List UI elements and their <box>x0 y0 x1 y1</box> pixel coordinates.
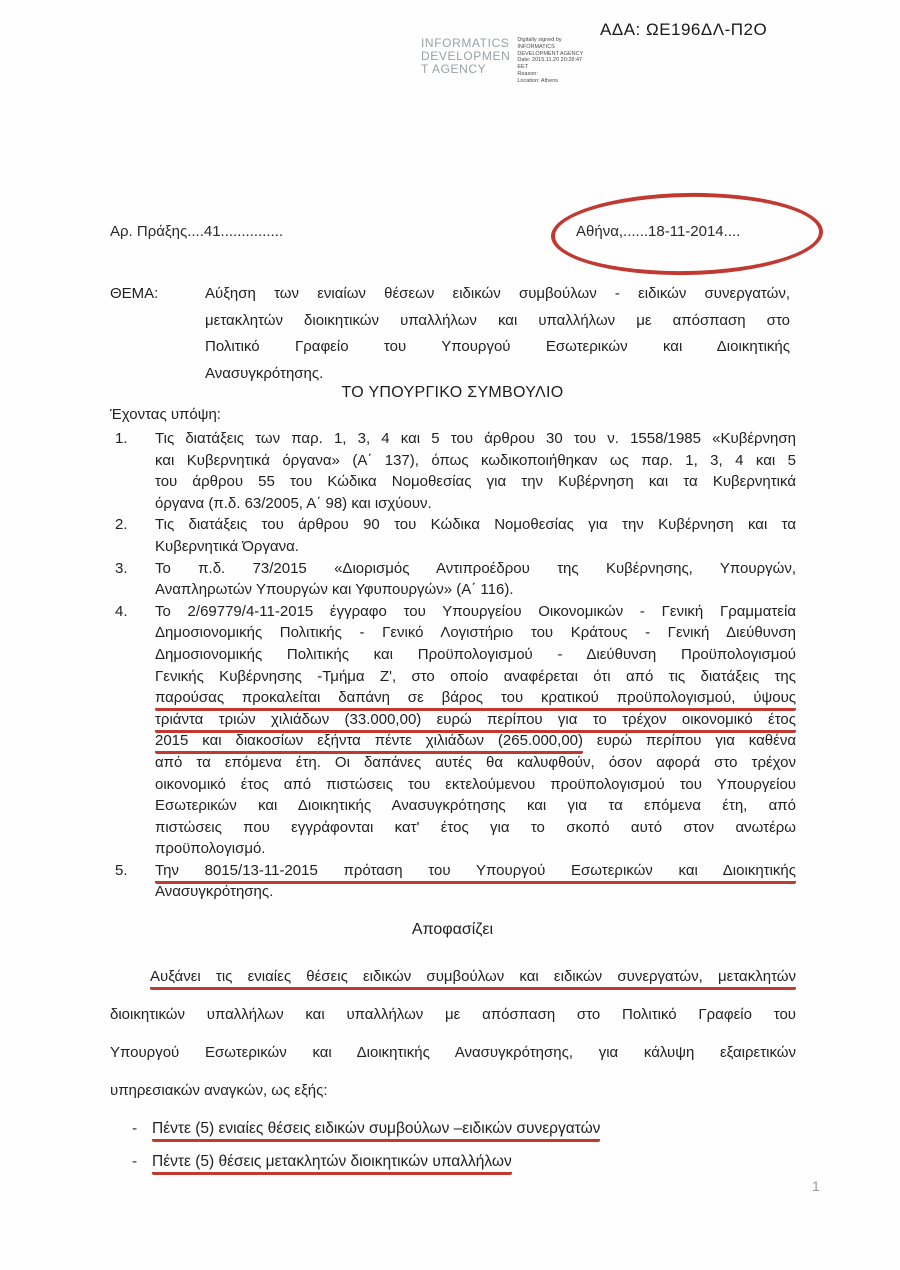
positions-list <box>110 1118 796 1184</box>
item-number: 5. <box>115 861 128 879</box>
text-segment: προϋπολογισμό. <box>155 840 266 858</box>
text-line <box>155 774 796 796</box>
text-segment: και Κυβερνητικά όργανα» (Α΄ 137), όπως κωδικοποιήθηκαν ως παρ. 1, 3, 4 και 5 <box>155 451 796 469</box>
text-segment: πιστώσεις που εγγράφονται κατ' έτος για το σκοπό αυτό στον ανωτέρω <box>155 818 796 836</box>
item-text <box>155 428 796 514</box>
text-line <box>155 622 796 644</box>
page-number: 1 <box>812 1178 820 1194</box>
text-line <box>205 308 790 335</box>
stamp-signature-line: DEVELOPMENT AGENCY <box>517 50 584 57</box>
text-segment: Τις διατάξεις των παρ. 1, 3, 4 και 5 του άρθρου 30 του ν. 1558/1985 «Κυβέρνηση <box>155 430 796 447</box>
stamp-signature-details <box>517 37 583 85</box>
text-line <box>155 536 796 558</box>
text-segment: Το π.δ. 73/2015 «Διορισμός Αντιπροέδρου της Κυβέρνησης, Υπουργών, <box>155 559 796 577</box>
text-segment: του άρθρου 55 του Κώδικα Νομοθεσίας για την Κυβέρνηση και τα Κυβερνητικά <box>155 473 796 491</box>
text-segment: διοικητικών υπαλλήλων και υπαλλήλων με απόσπαση στο Πολιτικό Γραφείο του <box>110 1006 796 1023</box>
text-line <box>155 838 796 860</box>
subject-text <box>205 281 790 387</box>
subject-section <box>110 281 792 387</box>
council-title: ΤΟ ΥΠΟΥΡΓΙΚΟ ΣΥΜΒΟΥΛΙΟ <box>341 384 564 401</box>
text-segment: μετακλητών διοικητικών υπαλλήλων και υπαλλήλων με απόσπαση στο <box>205 311 790 329</box>
red-underlined-text: Πέντε (5) ενιαίες θέσεις ειδικών συμβούλων –ειδικών συνεργατών <box>152 1120 600 1142</box>
text-line <box>110 996 796 1034</box>
text-segment: υπηρεσιακών αναγκών, ως εξής: <box>110 1082 328 1099</box>
item-number: 4. <box>115 602 128 620</box>
text-segment: από τα επόμενα έτη. Οι δαπάνες αυτές θα καλυφθούν, όσον αφορά στο τρέχον <box>155 753 796 771</box>
text-line <box>155 450 796 472</box>
red-underlined-text: 2015 και διακοσίων εξήντα πέντε χιλιάδων (265.000,00) <box>155 732 583 754</box>
text-segment: Δημοσιονομικής Πολιτικής και Προϋπολογισμού - Διεύθυνση Προϋπολογισμού <box>155 645 796 663</box>
item-number: 3. <box>115 559 128 577</box>
text-segment: όργανα (π.δ. 63/2005, Α΄ 98) και ισχύουν. <box>155 494 432 512</box>
preamble: Έχοντας υπόψη: <box>110 406 221 423</box>
stamp-signature-line: Digitally signed by <box>517 37 562 43</box>
text-segment: Ανασυγκρότησης. <box>205 364 324 382</box>
text-line <box>155 881 796 903</box>
text-line <box>155 752 796 774</box>
bullet-text <box>152 1151 796 1173</box>
bullet-text <box>152 1118 796 1140</box>
decides-heading: Αποφασίζει <box>411 921 494 938</box>
list-item <box>110 860 796 903</box>
text-line <box>155 795 796 817</box>
red-underlined-text: παρούσας προκαλείται δαπάνη σε βάρος του κρατικού προϋπολογισμού, ύψους <box>155 689 796 711</box>
text-segment: Κυβερνητικά Όργανα. <box>155 537 299 555</box>
place-date: Αθήνα,......18-11-2014.... <box>576 223 741 240</box>
item-number: 1. <box>115 430 128 447</box>
text-line <box>205 334 790 361</box>
text-line <box>205 281 790 308</box>
text-segment: Τις διατάξεις του άρθρου 90 του Κώδικα Νομοθεσίας για την Κυβέρνηση και τα <box>155 516 796 534</box>
stamp-signature-line: INFORMATICS <box>517 43 555 50</box>
digital-signature-stamp <box>421 37 583 85</box>
bullet-marker: - <box>132 1120 138 1137</box>
text-line <box>155 471 796 493</box>
text-line <box>155 687 796 709</box>
stamp-signature-line: Date: 2015.11.20 20:28:47 <box>517 57 583 64</box>
text-line <box>155 644 796 666</box>
text-line <box>155 709 796 731</box>
text-line <box>155 730 796 752</box>
text-line <box>155 514 796 536</box>
stamp-agency-line: DEVELOPMEN <box>421 49 511 63</box>
ada-code: ΑΔΑ: ΩΕ196ΔΛ-Π2Ο <box>600 20 768 39</box>
red-underlined-text: Αυξάνει τις ενιαίες θέσεις ειδικών συμβούλων και ειδικών συνεργατών, μετακλητών <box>150 968 796 990</box>
act-number: Αρ. Πράξης....41............... <box>110 223 284 240</box>
text-line <box>155 579 796 601</box>
red-underlined-text: τριάντα τριών χιλιάδων (33.000,00) ευρώ περίπου για το τρέχον οικονομικό έτος <box>155 711 796 733</box>
text-line <box>155 558 796 580</box>
text-segment: Αύξηση των ενιαίων θέσεων ειδικών συμβούλων - ειδικών συνεργατών, <box>205 285 790 302</box>
list-item <box>110 601 796 860</box>
text-line <box>155 860 796 882</box>
text-segment: Υπουργού Εσωτερικών και Διοικητικής Ανασυγκρότησης, για κάλυψη εξαιρετικών <box>110 1044 796 1061</box>
bullet-item <box>110 1151 796 1173</box>
text-line <box>155 601 796 623</box>
text-segment: Ανασυγκρότησης. <box>155 883 274 901</box>
red-underlined-text: Πέντε (5) θέσεις μετακλητών διοικητικών υπαλλήλων <box>152 1153 512 1175</box>
item-text <box>155 558 796 601</box>
stamp-signature-line: EET <box>517 64 529 71</box>
item-number: 2. <box>115 516 128 534</box>
red-underlined-text: Την 8015/13-11-2015 πρόταση του Υπουργού Εσωτερικών και Διοικητικής <box>155 862 796 884</box>
stamp-agency-line: T AGENCY <box>421 62 487 76</box>
text-line <box>155 666 796 688</box>
text-segment: Δημοσιονομικής Πολιτικής - Γενικό Λογιστήριο του Κράτους - Γενική Διεύθυνση <box>155 624 796 642</box>
stamp-signature-line: Reason: <box>517 70 538 77</box>
subject-label: ΘΕΜΑ: <box>110 285 159 302</box>
text-line <box>110 1072 796 1110</box>
stamp-signature-line: Location: Athens <box>517 77 559 84</box>
stamp-agency-name <box>421 37 510 85</box>
text-segment: Εσωτερικών και Διοικητικής Ανασυγκρότησης και για τα επόμενα έτη, από <box>155 797 796 815</box>
text-line <box>110 958 796 996</box>
bullet-item <box>110 1118 796 1140</box>
text-line <box>155 817 796 839</box>
text-segment: Γενικής Κυβέρνησης -Τμήμα Ζ', στο οποίο αναφέρεται ότι από τις διατάξεις της <box>155 667 796 685</box>
list-item <box>110 514 796 557</box>
considerations-list <box>110 428 796 903</box>
text-line <box>110 1034 796 1072</box>
text-line <box>155 493 796 515</box>
text-line <box>155 428 796 450</box>
text-segment: Πολιτικό Γραφείο του Υπουργού Εσωτερικών και Διοικητικής <box>205 338 790 355</box>
bullet-marker: - <box>132 1153 138 1170</box>
stamp-agency-line: INFORMATICS <box>421 36 510 50</box>
list-item <box>110 558 796 601</box>
text-segment: Αναπληρωτών Υπουργών και Υφυπουργών» (Α΄ 116). <box>155 581 514 599</box>
item-text <box>155 601 796 860</box>
text-segment: ευρώ περίπου για καθένα <box>583 732 796 750</box>
text-segment: Το 2/69779/4-11-2015 έγγραφο του Υπουργείου Οικονομικών - Γενική Γραμματεία <box>155 602 796 620</box>
item-text <box>155 514 796 557</box>
list-item <box>110 428 796 514</box>
decision-paragraph <box>110 958 796 1110</box>
item-text <box>155 860 796 903</box>
text-segment: οικονομικό έτος από πιστώσεις του εκτελούμενου προϋπολογισμού του Υπουργείου <box>155 775 796 793</box>
